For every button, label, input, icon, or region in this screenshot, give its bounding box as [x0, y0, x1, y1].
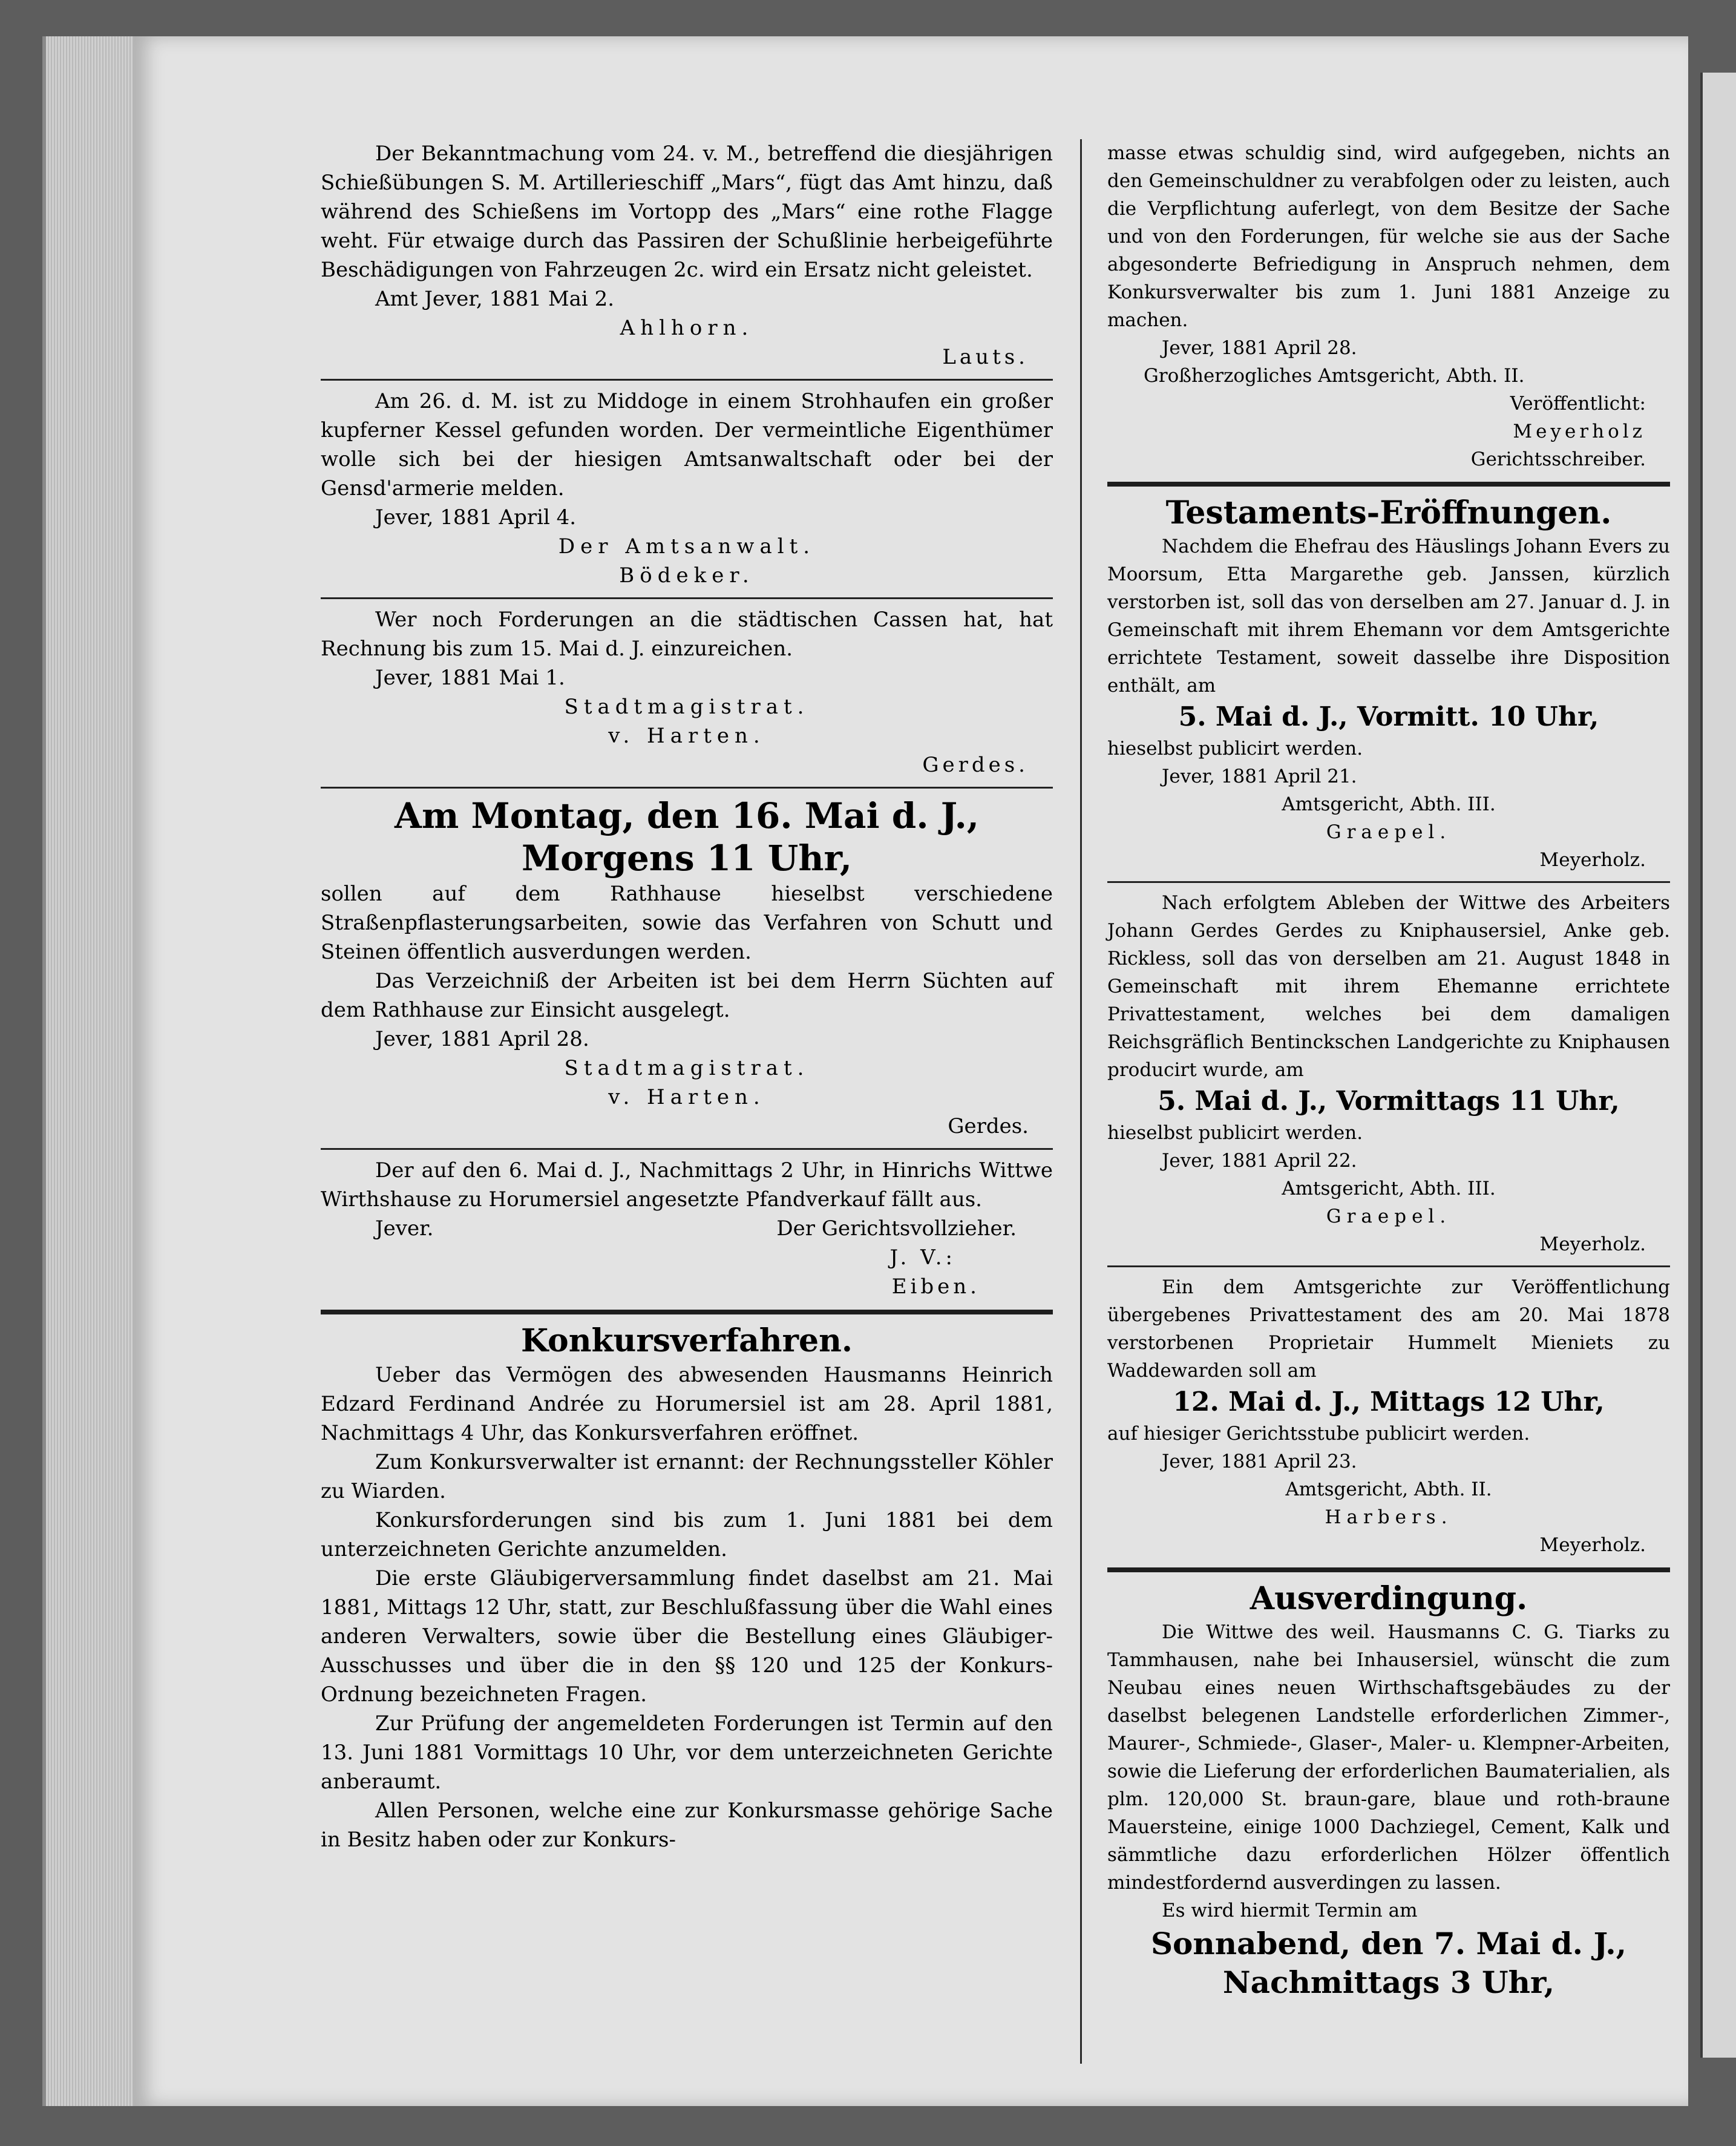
notice-text: Zum Konkursverwalter ist ernannt: der Rechnungssteller Köhler zu Wiarden.: [321, 1450, 1053, 1503]
notice-text: Die Wittwe des weil. Hausmanns C. G. Tiarks zu Tammhausen, nahe bei Inhausersiel, wünscht die zum Neubau eines neuen Wirthschaftsgebäudes zu der daselbst belegenen Landstelle erforderlichen Zimmer-, Maurer-, Schmiede-, Glaser-, Maler- u. Klempner-Arbeiten, sowie die Lieferung der erforderlichen Baumaterialien, als plm. 120,000 St. braun-gare, blaue und roth-braune Mauersteine, einige 1000 Dachziegel, Cement, Kalk und sämmtliche dazu erforderlichen Hölzer öffentlich mindestfordernd ausverdingen zu lassen.: [1107, 1621, 1670, 1894]
notice-date: Jever, 1881 April 21.: [1162, 766, 1357, 787]
notice-signature: Graepel.: [1326, 1206, 1452, 1227]
notice-signature: Meyerholz.: [1539, 1534, 1646, 1556]
notice-konkursverfahren: [321, 1322, 1053, 1854]
notice-separator: [1107, 881, 1670, 883]
notice-footer: [321, 1214, 1053, 1243]
notice-text: Nach erfolgtem Ableben der Wittwe des Arbeiters Johann Gerdes Gerdes zu Kniphausersiel, Anke geb. Rickless, soll das von derselben am 21. August 1848 in Gemeinschaft mit ihrem Ehemanne errichtete Privattestament, welches bei dem damaligen Reichsgräflich Bentinckschen Landgerichte zu Kniphausen producirt wurde, am: [1107, 892, 1670, 1081]
notice-separator: [321, 597, 1053, 599]
notice-text: sollen auf dem Rathhause hieselbst verschiedene Straßenpflasterungsarbeiten, sowie das Verfahren von Schutt und Steinen öffentlich ausverdungen werden.: [321, 882, 1053, 964]
notice-text: masse etwas schuldig sind, wird aufgegeben, nichts an den Gemeinschuldner zu verabfolgen oder zu leisten, auch die Verpflichtung auferlegt, von dem Besitze der Sache und von den Forderungen, für welche sie aus der Sache abgesonderte Befriedigung in Anspruch nehmen, dem Konkursverwalter bis zum 1. Juni 1881 Anzeige zu machen.: [1107, 142, 1670, 331]
notice-signature: Stadtmagistrat.: [564, 1056, 810, 1080]
notice-signature: Harbers.: [1325, 1506, 1453, 1528]
notice-signature: v. Harten.: [608, 1085, 765, 1109]
section-title: Testaments-Eröffnungen.: [1165, 494, 1612, 531]
notice-signature-title: Gerichtsschreiber.: [1470, 448, 1646, 470]
notice-text: hieselbst publicirt werden.: [1107, 738, 1363, 760]
notice-text: Allen Personen, welche eine zur Konkursmasse gehörige Sache in Besitz haben oder zur Konkurs-: [321, 1799, 1053, 1852]
notice-text: auf hiesiger Gerichtsstube publicirt werden.: [1107, 1423, 1530, 1445]
section-separator: [1107, 1567, 1670, 1572]
notice-ausverdingung: [1107, 1580, 1670, 2002]
notice-text: Ueber das Vermögen des abwesenden Hausmanns Heinrich Edzard Ferdinand Andrée zu Horumersiel ist am 28. April 1881, Nachmittags 4 Uhr, das Konkursverfahren eröffnet.: [321, 1363, 1053, 1445]
notice-signature: Der Amtsanwalt.: [558, 534, 816, 559]
notice-date: Amt Jever, 1881 Mai 2.: [375, 287, 615, 311]
notice-court: Amtsgericht, Abth. II.: [1285, 1478, 1492, 1500]
notice-appointment: 5. Mai d. J., Vormittags 11 Uhr,: [1158, 1086, 1620, 1117]
notice-testament-gerdes: [1107, 889, 1670, 1258]
notice-date: Jever, 1881 April 28.: [375, 1027, 589, 1051]
notice-appointment: Sonnabend, den 7. Mai d. J.,: [1150, 1926, 1627, 1961]
notice-published-label: Veröffentlicht:: [1510, 393, 1646, 415]
left-column: [321, 139, 1053, 1859]
notice-text: Zur Prüfung der angemeldeten Forderungen ist Termin auf den 13. Juni 1881 Vormittags 10 Uhr, vor dem unterzeichneten Gerichte anberaumt.: [321, 1711, 1053, 1794]
notice-signature: Gerdes.: [922, 753, 1029, 777]
column-divider: [1080, 139, 1082, 2064]
notice-date: Jever, 1881 April 4.: [375, 505, 577, 530]
notice-konkurs-continued: [1107, 139, 1670, 473]
notice-date: Jever, 1881 April 22.: [1162, 1150, 1357, 1172]
notice-court: Amtsgericht, Abth. III.: [1282, 1178, 1496, 1199]
notice-signature: J. V.:: [889, 1245, 956, 1270]
notice-date: Jever, 1881 April 28.: [1162, 337, 1357, 359]
notice-signature: Meyerholz: [1513, 421, 1646, 442]
notice-appointment: 12. Mai d. J., Mittags 12 Uhr,: [1173, 1386, 1605, 1417]
notice-signature: Lauts.: [942, 345, 1029, 369]
notice-signature: Meyerholz.: [1539, 1233, 1646, 1255]
notice-date: Jever, 1881 April 23.: [1162, 1451, 1357, 1472]
notice-text: Wer noch Forderungen an die städtischen Cassen hat, hat Rechnung bis zum 15. Mai d. J. einzureichen.: [321, 608, 1053, 661]
section-title: Ausverdingung.: [1250, 1580, 1528, 1617]
notice-court: Großherzogliches Amtsgericht, Abth. II.: [1144, 365, 1525, 387]
notice-office: Der Gerichtsvollzieher.: [776, 1216, 1017, 1241]
notice-text: Der Bekanntmachung vom 24. v. M., betreffend die diesjährigen Schießübungen S. M. Artillerieschiff „Mars“, fügt das Amt hinzu, daß während des Schießens im Vortopp des „Mars“ eine rothe Flagge weht. Für etwaige durch das Passiren der Schußlinie herbeigeführte Beschädigungen von Fahrzeugen 2c. wird ein Ersatz nicht geleistet.: [321, 142, 1053, 282]
notice-testament-mieniets: [1107, 1273, 1670, 1559]
notice-signature: Meyerholz.: [1539, 849, 1646, 871]
notice-text: Ein dem Amtsgerichte zur Veröffentlichung übergebenes Privattestament des am 20. Mai 1878 verstorbenen Proprietair Hummelt Mieniets zu Waddewarden soll am: [1107, 1276, 1670, 1382]
right-column: [1107, 139, 1670, 2007]
notice-text: Es wird hiermit Termin am: [1162, 1900, 1418, 1921]
notice-place: Jever.: [375, 1216, 434, 1241]
facing-page-edge: [1700, 73, 1736, 2058]
notice-appointment: Nachmittags 3 Uhr,: [1222, 1964, 1555, 2000]
notice-separator: [1107, 1265, 1670, 1267]
notice-appointment: 5. Mai d. J., Vormitt. 10 Uhr,: [1178, 701, 1599, 732]
notice-headline: Morgens 11 Uhr,: [521, 838, 853, 879]
notice-cassen: [321, 605, 1053, 779]
section-title: Konkursverfahren.: [520, 1322, 853, 1359]
notice-text: Der auf den 6. Mai d. J., Nachmittags 2 Uhr, in Hinrichs Wittwe Wirthshause zu Horumersiel angesetzte Pfandverkauf fällt aus.: [321, 1158, 1053, 1212]
notice-headline: Am Montag, den 16. Mai d. J.,: [394, 795, 980, 836]
section-separator: [1107, 482, 1670, 487]
notice-kessel: [321, 387, 1053, 590]
notice-signature: Gerdes.: [948, 1114, 1029, 1138]
notice-text: Konkursforderungen sind bis zum 1. Juni 1881 bei dem unterzeichneten Gerichte anzumelden.: [321, 1508, 1053, 1561]
section-separator: [321, 1310, 1053, 1314]
notice-separator: [321, 1148, 1053, 1150]
notice-schiessuebungen: [321, 139, 1053, 372]
notice-text: Nachdem die Ehefrau des Häuslings Johann Evers zu Moorsum, Etta Margarethe geb. Janssen, kürzlich verstorben ist, soll das von derselben am 27. Januar d. J. in Gemeinschaft mit ihrem Ehemann vor dem Amtsgerichte errichtete Testament, soweit dasselbe ihre Disposition enthält, am: [1107, 536, 1670, 697]
notice-date: Jever, 1881 Mai 1.: [375, 666, 565, 690]
notice-text: Das Verzeichniß der Arbeiten ist bei dem Herrn Süchten auf dem Rathhause zur Einsicht ausgelegt.: [321, 969, 1053, 1022]
notice-signature: Graepel.: [1326, 821, 1452, 843]
notice-signature: Eiben.: [891, 1275, 980, 1299]
notice-court: Amtsgericht, Abth. III.: [1282, 793, 1496, 815]
notice-strassenpflasterung: [321, 795, 1053, 1141]
notice-testament-evers: [1107, 494, 1670, 874]
notice-text: Die erste Gläubigerversammlung findet daselbst am 21. Mai 1881, Mittags 12 Uhr, statt, zur Beschlußfassung über die Wahl eines anderen Verwalters, sowie über die Bestellung eines Gläubiger-Ausschusses und über die in den §§ 120 und 125 der Konkurs-Ordnung bezeichneten Fragen.: [321, 1566, 1053, 1707]
notice-text: Am 26. d. M. ist zu Middoge in einem Strohhaufen ein großer kupferner Kessel gefunden worden. Der vermeintliche Eigenthümer wolle sich bei der hiesigen Amtsanwaltschaft oder bei der Gensd'armerie melden.: [321, 389, 1053, 500]
notice-signature: v. Harten.: [608, 724, 765, 748]
notice-pfandverkauf: [321, 1156, 1053, 1301]
notice-signature: Stadtmagistrat.: [564, 695, 810, 719]
notice-text: hieselbst publicirt werden.: [1107, 1122, 1363, 1144]
notice-signature: Bödeker.: [619, 563, 755, 588]
notice-separator: [321, 379, 1053, 381]
notice-signature: Ahlhorn.: [620, 316, 754, 340]
book-page-edges: [42, 36, 137, 2106]
notice-separator: [321, 787, 1053, 789]
